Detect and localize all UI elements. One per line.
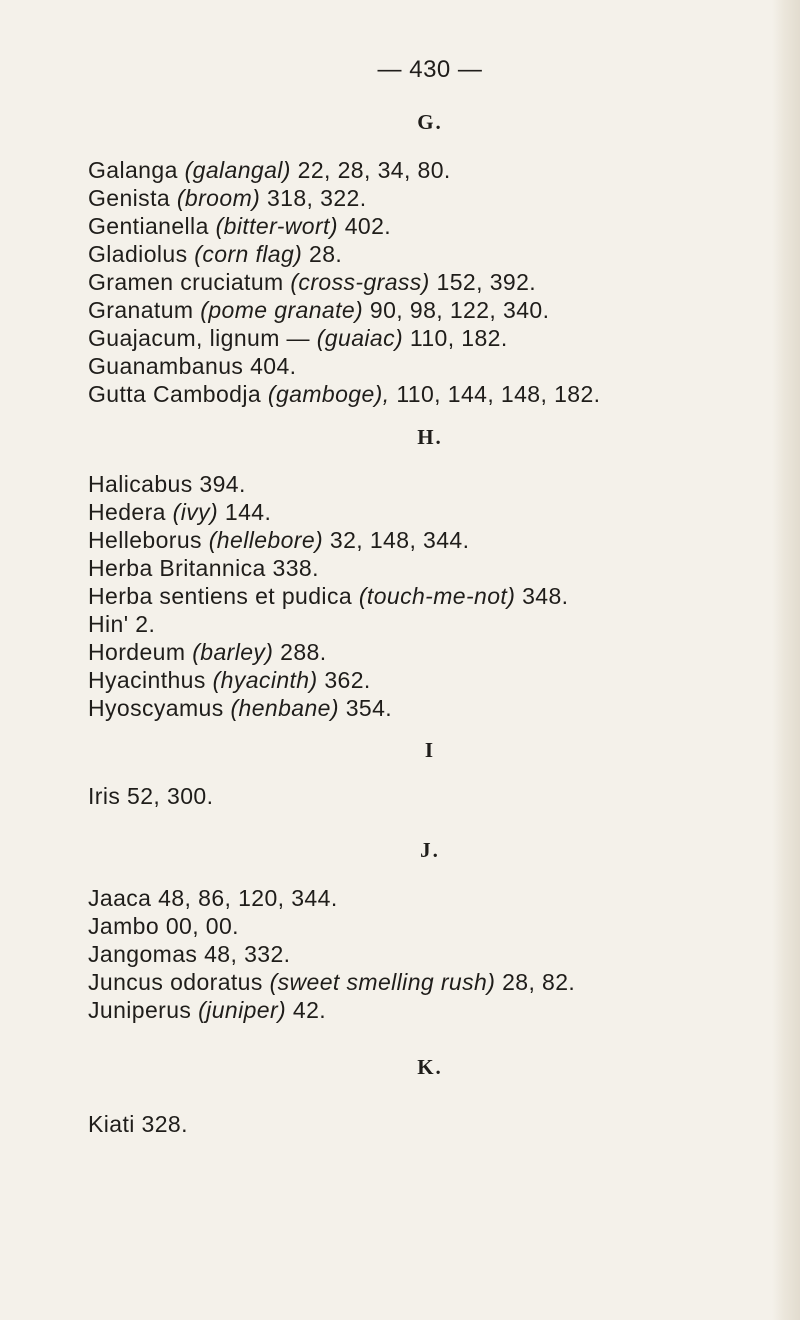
index-entry: [88, 883, 338, 913]
index-entry: [88, 553, 319, 583]
entry-latin: Herba sentiens et pudica: [88, 583, 353, 609]
entry-latin: Juniperus: [88, 997, 192, 1023]
entry-english: (corn flag): [194, 241, 303, 267]
entry-latin: Granatum: [88, 297, 194, 323]
entry-english: (hyacinth): [212, 667, 318, 693]
entry-english: (hellebore): [208, 527, 324, 553]
index-entry: [88, 155, 451, 185]
entry-latin: Galanga: [88, 157, 178, 183]
entry-refs: 32, 148, 344.: [329, 527, 470, 553]
entry-refs: 28.: [309, 241, 343, 267]
index-entry: [88, 239, 342, 269]
page-edge-shadow: [772, 0, 800, 1320]
entry-english: (henbane): [230, 695, 339, 721]
entry-refs: 22, 28, 34, 80.: [297, 157, 451, 183]
index-entry: [88, 351, 296, 381]
entry-latin: Guajacum, lignum —: [88, 325, 310, 351]
index-entry: [88, 469, 246, 499]
entry-english: (gamboge),: [267, 381, 390, 407]
entry-english: (cross-grass): [290, 269, 430, 295]
index-entry: [88, 995, 326, 1025]
section-heading-h: H.: [417, 425, 443, 449]
entry-latin: Gladiolus: [88, 241, 188, 267]
index-entry: [88, 1109, 188, 1139]
section-heading-j: J.: [420, 838, 440, 862]
index-entry: [88, 581, 568, 611]
entry-latin: Halicabus 394.: [88, 471, 246, 497]
entry-refs: 152, 392.: [436, 269, 537, 295]
entry-english: (touch-me-not): [358, 583, 516, 609]
index-entry: [88, 781, 213, 811]
index-entry: [88, 637, 327, 667]
page-number: — 430 —: [377, 56, 483, 83]
entry-english: (broom): [176, 185, 261, 211]
entry-refs: 288.: [280, 639, 327, 665]
entry-english: (sweet smelling rush): [269, 969, 496, 995]
index-entry: [88, 379, 600, 409]
index-entry: [88, 525, 469, 555]
index-entry: [88, 939, 290, 969]
entry-refs: 42.: [292, 997, 327, 1023]
entry-english: (barley): [192, 639, 274, 665]
index-entry: [88, 693, 392, 723]
entry-latin: Gentianella: [88, 213, 209, 239]
entry-latin: Jaaca 48, 86, 120, 344.: [88, 885, 338, 911]
entry-latin: Iris 52, 300.: [88, 783, 214, 809]
entry-latin: Gutta Cambodja: [88, 381, 262, 407]
entry-refs: 354.: [345, 695, 393, 721]
entry-latin: Kiati 328.: [88, 1111, 188, 1137]
entry-latin: Jangomas 48, 332.: [88, 941, 291, 967]
entry-refs: 318, 322.: [266, 185, 367, 211]
entry-latin: Juncus odoratus: [88, 969, 263, 995]
entry-english: (ivy): [172, 499, 219, 525]
index-entry: [88, 911, 239, 941]
index-entry: [88, 609, 155, 639]
index-entry: [88, 497, 271, 527]
entry-latin: Hin' 2.: [88, 611, 156, 637]
index-entry: [88, 267, 536, 297]
entry-refs: 110, 144, 148, 182.: [396, 381, 601, 407]
section-heading-i: I: [424, 738, 436, 762]
index-entry: [88, 665, 371, 695]
entry-latin: Hordeum: [88, 639, 186, 665]
entry-refs: 362.: [324, 667, 371, 693]
entry-refs: 90, 98, 122, 340.: [369, 297, 550, 323]
entry-english: (galangal): [184, 157, 291, 183]
entry-latin: Hyacinthus: [88, 667, 206, 693]
entry-latin: Helleborus: [88, 527, 202, 553]
index-entry: [88, 295, 549, 325]
entry-refs: 348.: [522, 583, 569, 609]
entry-english: (bitter-wort): [215, 213, 338, 239]
entry-refs: 402.: [344, 213, 392, 239]
entry-english: (juniper): [198, 997, 287, 1023]
entry-english: (guaiac): [316, 325, 404, 351]
index-entry: [88, 183, 367, 213]
entry-latin: Genista: [88, 185, 171, 211]
section-heading-g: G.: [417, 110, 443, 134]
section-heading-k: K.: [417, 1055, 443, 1079]
entry-latin: Hedera: [88, 499, 166, 525]
entry-refs: 28, 82.: [502, 969, 576, 995]
entry-refs: 144.: [224, 499, 272, 525]
entry-latin: Herba Britannica 338.: [88, 555, 319, 581]
entry-latin: Jambo 00, 00.: [88, 913, 239, 939]
entry-refs: 110, 182.: [409, 325, 508, 351]
entry-latin: Gramen cruciatum: [88, 269, 284, 295]
index-entry: [88, 967, 575, 997]
index-entry: [88, 323, 508, 353]
index-entry: [88, 211, 391, 241]
entry-english: (pome granate): [200, 297, 364, 323]
entry-latin: Hyoscyamus: [88, 695, 224, 721]
entry-latin: Guanambanus 404.: [88, 353, 297, 379]
